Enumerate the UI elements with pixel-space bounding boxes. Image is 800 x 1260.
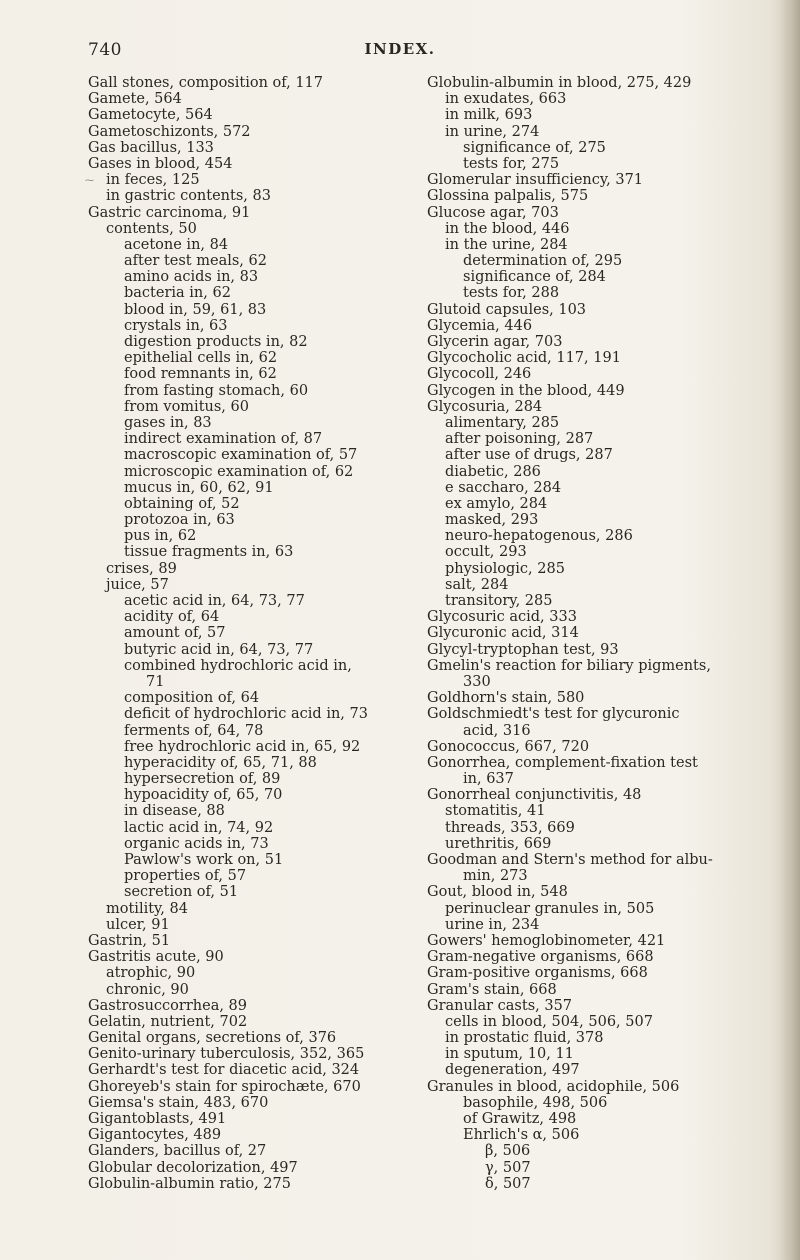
index-entry-text: motility, 84	[106, 900, 188, 917]
index-entry	[427, 787, 767, 803]
index-entry-text: Gowers' hemoglobinometer, 421	[427, 932, 666, 949]
index-entry-text: in sputum, 10, 11	[445, 1046, 574, 1063]
index-entry	[427, 528, 767, 544]
index-entry	[427, 1160, 767, 1176]
index-entry	[88, 577, 428, 593]
index-entry	[88, 998, 428, 1014]
index-entry	[88, 755, 428, 771]
index-entry	[88, 787, 428, 803]
index-entry	[88, 1079, 428, 1095]
index-entry	[427, 334, 767, 350]
index-entry-text: pus in, 62	[124, 528, 197, 545]
index-entry	[88, 723, 428, 739]
index-entry-text: Genital organs, secretions of, 376	[88, 1030, 337, 1047]
index-entry-text: food remnants in, 62	[124, 366, 277, 383]
index-entry	[427, 237, 767, 253]
index-entry-text: Gastrosuccorrhea, 89	[88, 997, 248, 1014]
index-entry-text: Glycuronic acid, 314	[427, 625, 579, 642]
index-entry-text: significance of, 275	[463, 139, 606, 156]
index-entry-text: Glanders, bacillus of, 27	[88, 1143, 267, 1160]
index-entry-text: δ, 507	[485, 1175, 531, 1192]
index-entry	[88, 480, 428, 496]
index-entry	[427, 75, 767, 91]
index-entry-text: acid, 316	[463, 722, 531, 739]
index-entry-text: Gall stones, composition of, 117	[88, 75, 323, 91]
index-entry	[427, 366, 767, 382]
index-entry	[88, 625, 428, 641]
index-entry	[427, 464, 767, 480]
index-entry-text: Glossina palpalis, 575	[427, 188, 589, 205]
index-entry-text: from vomitus, 60	[124, 398, 249, 415]
index-entry-text: Goldschmiedt's test for glycuronic	[427, 706, 680, 723]
index-entry	[88, 933, 428, 949]
index-entry	[88, 334, 428, 350]
index-entry	[88, 447, 428, 463]
index-entry-text: e saccharo, 284	[445, 479, 562, 496]
index-entry	[88, 512, 428, 528]
index-entry	[88, 771, 428, 787]
index-entry-text: in milk, 693	[445, 107, 533, 124]
index-entry	[427, 723, 767, 739]
index-entry	[88, 1160, 428, 1176]
index-entry	[427, 480, 767, 496]
index-entry	[427, 1030, 767, 1046]
index-entry-text: tests for, 275	[463, 155, 560, 172]
index-entry-text: microscopic examination of, 62	[124, 463, 354, 480]
index-entry-text: in disease, 88	[124, 803, 225, 820]
index-entry-text: hyperacidity of, 65, 71, 88	[124, 754, 317, 771]
index-entry	[88, 124, 428, 140]
index-entry	[88, 917, 428, 933]
index-entry-text: Giemsa's stain, 483, 670	[88, 1094, 269, 1111]
index-entry-text: cells in blood, 504, 506, 507	[445, 1013, 653, 1030]
index-entry-text: protozoa in, 63	[124, 512, 235, 529]
index-entry-text: in the urine, 284	[445, 236, 568, 253]
index-entry	[88, 739, 428, 755]
index-entry	[427, 415, 767, 431]
index-entry-text: urine in, 234	[445, 916, 540, 933]
index-entry	[427, 674, 767, 690]
index-entry-text: Gastritis acute, 90	[88, 949, 224, 966]
index-entry-text: epithelial cells in, 62	[124, 350, 278, 367]
index-entry	[427, 901, 767, 917]
index-entry	[88, 609, 428, 625]
index-entry	[427, 1143, 767, 1159]
index-entry-text: acetic acid in, 64, 73, 77	[124, 593, 305, 609]
index-entry-text: butyric acid in, 64, 73, 77	[124, 641, 314, 658]
index-entry-text: properties of, 57	[124, 868, 247, 885]
index-entry-text: γ, 507	[485, 1159, 531, 1176]
index-entry	[88, 982, 428, 998]
index-entry-text: perinuclear granules in, 505	[445, 900, 655, 917]
index-entry-text: gases in, 83	[124, 414, 212, 431]
index-entry-text: Globular decolorization, 497	[88, 1159, 298, 1176]
index-entry-text: after use of drugs, 287	[445, 447, 613, 464]
index-entry-text: after poisoning, 287	[445, 431, 594, 448]
index-entry	[427, 91, 767, 107]
index-entry	[427, 593, 767, 609]
index-entry-text: Glycosuria, 284	[427, 398, 543, 415]
index-entry-text: lactic acid in, 74, 92	[124, 819, 274, 836]
index-entry-text: after test meals, 62	[124, 253, 267, 270]
index-entry	[88, 464, 428, 480]
index-entry	[427, 496, 767, 512]
index-entry-text: β, 506	[485, 1143, 531, 1160]
index-entry-text: Gmelin's reaction for biliary pigments,	[427, 657, 711, 674]
index-entry	[88, 205, 428, 221]
index-entry-text: 330	[463, 673, 491, 690]
index-entry-text: chronic, 90	[106, 981, 189, 998]
index-entry	[88, 221, 428, 237]
index-entry-text: ferments of, 64, 78	[124, 722, 264, 739]
index-entry-text: in, 637	[463, 771, 514, 788]
index-entry-text: significance of, 284	[463, 269, 606, 286]
index-entry-text: Gout, blood in, 548	[427, 884, 568, 901]
index-entry	[427, 1046, 767, 1062]
index-entry-text: basophile, 498, 506	[463, 1094, 608, 1111]
index-entry-text: degeneration, 497	[445, 1062, 580, 1079]
index-entry-text: Gas bacillus, 133	[88, 139, 214, 156]
index-entry	[427, 1095, 767, 1111]
index-column-left	[85, 75, 428, 1192]
index-entry	[427, 1127, 767, 1143]
index-entry	[427, 285, 767, 301]
index-entry	[88, 107, 428, 123]
index-entry-text: Gelatin, nutrient, 702	[88, 1013, 248, 1030]
index-entry	[88, 1014, 428, 1030]
index-entry	[427, 172, 767, 188]
index-entry	[88, 383, 428, 399]
index-entry-text: Granular casts, 357	[427, 997, 573, 1014]
index-entry-text: obtaining of, 52	[124, 495, 240, 512]
index-entry-text: Gamete, 564	[88, 91, 182, 108]
index-entry	[88, 820, 428, 836]
index-entry-text: macroscopic examination of, 57	[124, 447, 358, 464]
index-entry	[427, 447, 767, 463]
index-entry	[427, 1176, 767, 1192]
index-entry-text: Pawlow's work on, 51	[124, 852, 284, 868]
index-entry	[427, 124, 767, 140]
index-entry	[427, 140, 767, 156]
index-entry	[88, 884, 428, 900]
index-entry-text: Gametocyte, 564	[88, 107, 213, 124]
index-entry	[427, 642, 767, 658]
index-entry	[427, 609, 767, 625]
index-entry-text: acidity of, 64	[124, 609, 220, 626]
index-entry-text: amount of, 57	[124, 625, 226, 642]
index-entry-text: hypersecretion of, 89	[124, 771, 281, 788]
index-entry	[88, 237, 428, 253]
index-entry-text: neuro-hepatogenous, 286	[445, 528, 633, 545]
index-entry-text: diabetic, 286	[445, 463, 541, 480]
index-entry	[88, 544, 428, 560]
index-entry	[88, 1111, 428, 1127]
index-entry-text: combined hydrochloric acid in,	[124, 657, 352, 674]
index-entry-text: Glycyl-tryptophan test, 93	[427, 641, 619, 658]
index-entry-text: contents, 50	[106, 220, 197, 237]
index-entry	[88, 285, 428, 301]
index-entry	[88, 415, 428, 431]
index-entry-text: tests for, 288	[463, 285, 560, 302]
index-entry-text: free hydrochloric acid in, 65, 92	[124, 738, 361, 755]
page-number: 740	[88, 40, 122, 60]
index-entry-text: Gonococcus, 667, 720	[427, 738, 590, 755]
index-entry	[427, 1079, 767, 1095]
index-entry-text: ulcer, 91	[106, 916, 170, 933]
index-entry	[88, 852, 428, 868]
index-entry-text: Gastrin, 51	[88, 932, 171, 949]
index-entry-text: Ghoreyeb's stain for spirochæte, 670	[88, 1078, 361, 1095]
index-entry	[427, 302, 767, 318]
index-entry	[88, 302, 428, 318]
index-entry	[88, 253, 428, 269]
index-entry-text: hypoacidity of, 65, 70	[124, 787, 283, 804]
index-column-right	[427, 75, 767, 1192]
index-entry	[427, 383, 767, 399]
index-entry-text: Glycocholic acid, 117, 191	[427, 350, 621, 367]
index-entry	[427, 577, 767, 593]
index-entry-text: Glycosuric acid, 333	[427, 609, 577, 626]
index-entry	[88, 399, 428, 415]
index-entry	[88, 1176, 428, 1192]
index-entry	[88, 269, 428, 285]
index-entry	[427, 399, 767, 415]
index-entry-text: Gram-positive organisms, 668	[427, 965, 648, 982]
index-entry	[427, 625, 767, 641]
index-entry	[88, 1095, 428, 1111]
index-entry-text: transitory, 285	[445, 593, 553, 609]
index-entry	[427, 965, 767, 981]
index-entry	[427, 917, 767, 933]
index-entry	[427, 933, 767, 949]
index-entry-text: Glutoid capsules, 103	[427, 301, 587, 318]
index-entry-text: mucus in, 60, 62, 91	[124, 479, 274, 496]
index-entry	[427, 706, 767, 722]
index-entry-text: Genito-urinary tuberculosis, 352, 365	[88, 1046, 365, 1063]
index-entry	[85, 172, 428, 189]
index-entry	[427, 739, 767, 755]
index-entry-text: in prostatic fluid, 378	[445, 1030, 604, 1047]
index-entry	[88, 803, 428, 819]
index-entry	[427, 253, 767, 269]
index-entry-text: digestion products in, 82	[124, 334, 308, 350]
index-entry	[427, 221, 767, 237]
index-entry	[88, 965, 428, 981]
index-entry-text: Goldhorn's stain, 580	[427, 690, 585, 707]
pencil-mark: ⁓	[85, 176, 93, 187]
index-entry	[88, 868, 428, 884]
index-entry	[88, 91, 428, 107]
index-entry-text: Glycemia, 446	[427, 317, 533, 334]
index-entry-text: in feces, 125	[106, 172, 200, 189]
index-entry-text: Gigantoblasts, 491	[88, 1111, 227, 1127]
index-entry	[427, 561, 767, 577]
index-entry-text: Gametoschizonts, 572	[88, 123, 251, 140]
index-entry	[427, 269, 767, 285]
index-entry-text: acetone in, 84	[124, 236, 229, 253]
index-entry	[427, 868, 767, 884]
index-entry-text: Gonorrheal conjunctivitis, 48	[427, 787, 642, 804]
index-entry	[88, 706, 428, 722]
index-entry	[427, 884, 767, 900]
index-entry	[427, 107, 767, 123]
index-entry-text: threads, 353, 669	[445, 819, 575, 836]
index-entry	[427, 803, 767, 819]
index-entry	[88, 1030, 428, 1046]
index-entry-text: from fasting stomach, 60	[124, 382, 309, 399]
index-entry	[427, 1062, 767, 1078]
index-entry	[88, 561, 428, 577]
index-entry	[427, 755, 767, 771]
index-entry-text: Globulin-albumin in blood, 275, 429	[427, 75, 692, 91]
index-entry-text: Granules in blood, acidophile, 506	[427, 1078, 680, 1095]
index-entry	[427, 205, 767, 221]
index-entry-text: Gases in blood, 454	[88, 155, 233, 172]
index-entry	[427, 771, 767, 787]
index-entry	[88, 75, 428, 91]
index-entry-text: 71	[146, 673, 165, 690]
index-entry	[427, 690, 767, 706]
index-entry-text: salt, 284	[445, 576, 509, 593]
index-entry-text: urethritis, 669	[445, 835, 552, 852]
index-entry	[88, 156, 428, 172]
index-entry	[88, 593, 428, 609]
index-entry	[88, 1143, 428, 1159]
index-entry	[88, 836, 428, 852]
index-entry-text: Glomerular insufficiency, 371	[427, 172, 644, 189]
index-entry	[88, 188, 428, 204]
index-entry	[88, 658, 428, 674]
index-entry	[88, 642, 428, 658]
index-entry-text: juice, 57	[106, 576, 169, 593]
index-entry-text: Gram's stain, 668	[427, 981, 557, 998]
index-entry-text: ex amylo, 284	[445, 495, 548, 512]
index-entry-text: physiologic, 285	[445, 560, 565, 577]
index-entry-text: Gonorrhea, complement-fixation test	[427, 754, 698, 771]
index-entry	[427, 820, 767, 836]
index-entry	[88, 1127, 428, 1143]
index-entry	[88, 690, 428, 706]
index-entry-text: min, 273	[463, 868, 528, 885]
index-entry	[427, 1014, 767, 1030]
index-entry	[427, 1111, 767, 1127]
index-entry-text: Glycerin agar, 703	[427, 334, 563, 350]
index-entry-text: atrophic, 90	[106, 965, 196, 982]
index-entry	[88, 318, 428, 334]
index-entry-text: crystals in, 63	[124, 317, 228, 334]
index-entry-text: Gerhardt's test for diacetic acid, 324	[88, 1062, 360, 1079]
index-entry-text: alimentary, 285	[445, 414, 560, 431]
index-entry	[427, 949, 767, 965]
index-entry-text: Glycogen in the blood, 449	[427, 382, 625, 399]
index-entry-text: composition of, 64	[124, 690, 260, 707]
index-entry	[427, 544, 767, 560]
index-entry	[427, 998, 767, 1014]
index-entry	[88, 496, 428, 512]
index-entry	[427, 156, 767, 172]
running-head: INDEX.	[364, 40, 436, 58]
index-entry	[427, 658, 767, 674]
page-edge-shadow	[778, 0, 800, 1260]
index-entry-text: occult, 293	[445, 544, 527, 561]
index-entry-text: Ehrlich's α, 506	[463, 1127, 580, 1144]
index-entry-text: Gram-negative organisms, 668	[427, 949, 654, 966]
index-entry-text: in exudates, 663	[445, 91, 567, 108]
index-entry-text: Gigantocytes, 489	[88, 1127, 222, 1144]
index-entry	[88, 366, 428, 382]
index-entry-text: of Grawitz, 498	[463, 1111, 577, 1127]
index-entry-text: organic acids in, 73	[124, 835, 269, 852]
index-entry-text: bacteria in, 62	[124, 285, 231, 302]
index-entry	[427, 512, 767, 528]
index-entry-text: in gastric contents, 83	[106, 188, 271, 205]
index-entry	[88, 949, 428, 965]
index-entry	[88, 528, 428, 544]
index-entry-text: stomatitis, 41	[445, 803, 546, 820]
index-entry-text: Globulin-albumin ratio, 275	[88, 1175, 291, 1192]
index-entry	[427, 852, 767, 868]
index-entry-text: deficit of hydrochloric acid in, 73	[124, 706, 368, 723]
index-entry-text: crises, 89	[106, 560, 177, 577]
index-entry-text: Glucose agar, 703	[427, 204, 559, 221]
index-entry-text: in urine, 274	[445, 123, 540, 140]
index-entry	[427, 350, 767, 366]
index-entry	[88, 1062, 428, 1078]
index-entry	[88, 140, 428, 156]
index-entry	[88, 431, 428, 447]
index-entry	[427, 982, 767, 998]
index-entry	[427, 318, 767, 334]
index-entry	[427, 431, 767, 447]
index-entry-text: amino acids in, 83	[124, 269, 259, 286]
index-entry	[88, 350, 428, 366]
index-entry-text: masked, 293	[445, 512, 539, 529]
index-entry-text: secretion of, 51	[124, 884, 239, 901]
index-entry	[88, 901, 428, 917]
index-entry-text: determination of, 295	[463, 253, 623, 270]
index-entry-text: Gastric carcinoma, 91	[88, 204, 251, 221]
index-entry-text: tissue fragments in, 63	[124, 544, 294, 561]
index-entry-text: in the blood, 446	[445, 220, 570, 237]
index-entry	[427, 836, 767, 852]
index-entry-text: Goodman and Stern's method for albu-	[427, 852, 713, 868]
index-entry-text: blood in, 59, 61, 83	[124, 301, 267, 318]
index-entry	[88, 1046, 428, 1062]
index-entry	[427, 188, 767, 204]
index-entry-text: Glycocoll, 246	[427, 366, 532, 383]
index-entry	[88, 674, 428, 690]
index-entry-text: indirect examination of, 87	[124, 431, 323, 448]
